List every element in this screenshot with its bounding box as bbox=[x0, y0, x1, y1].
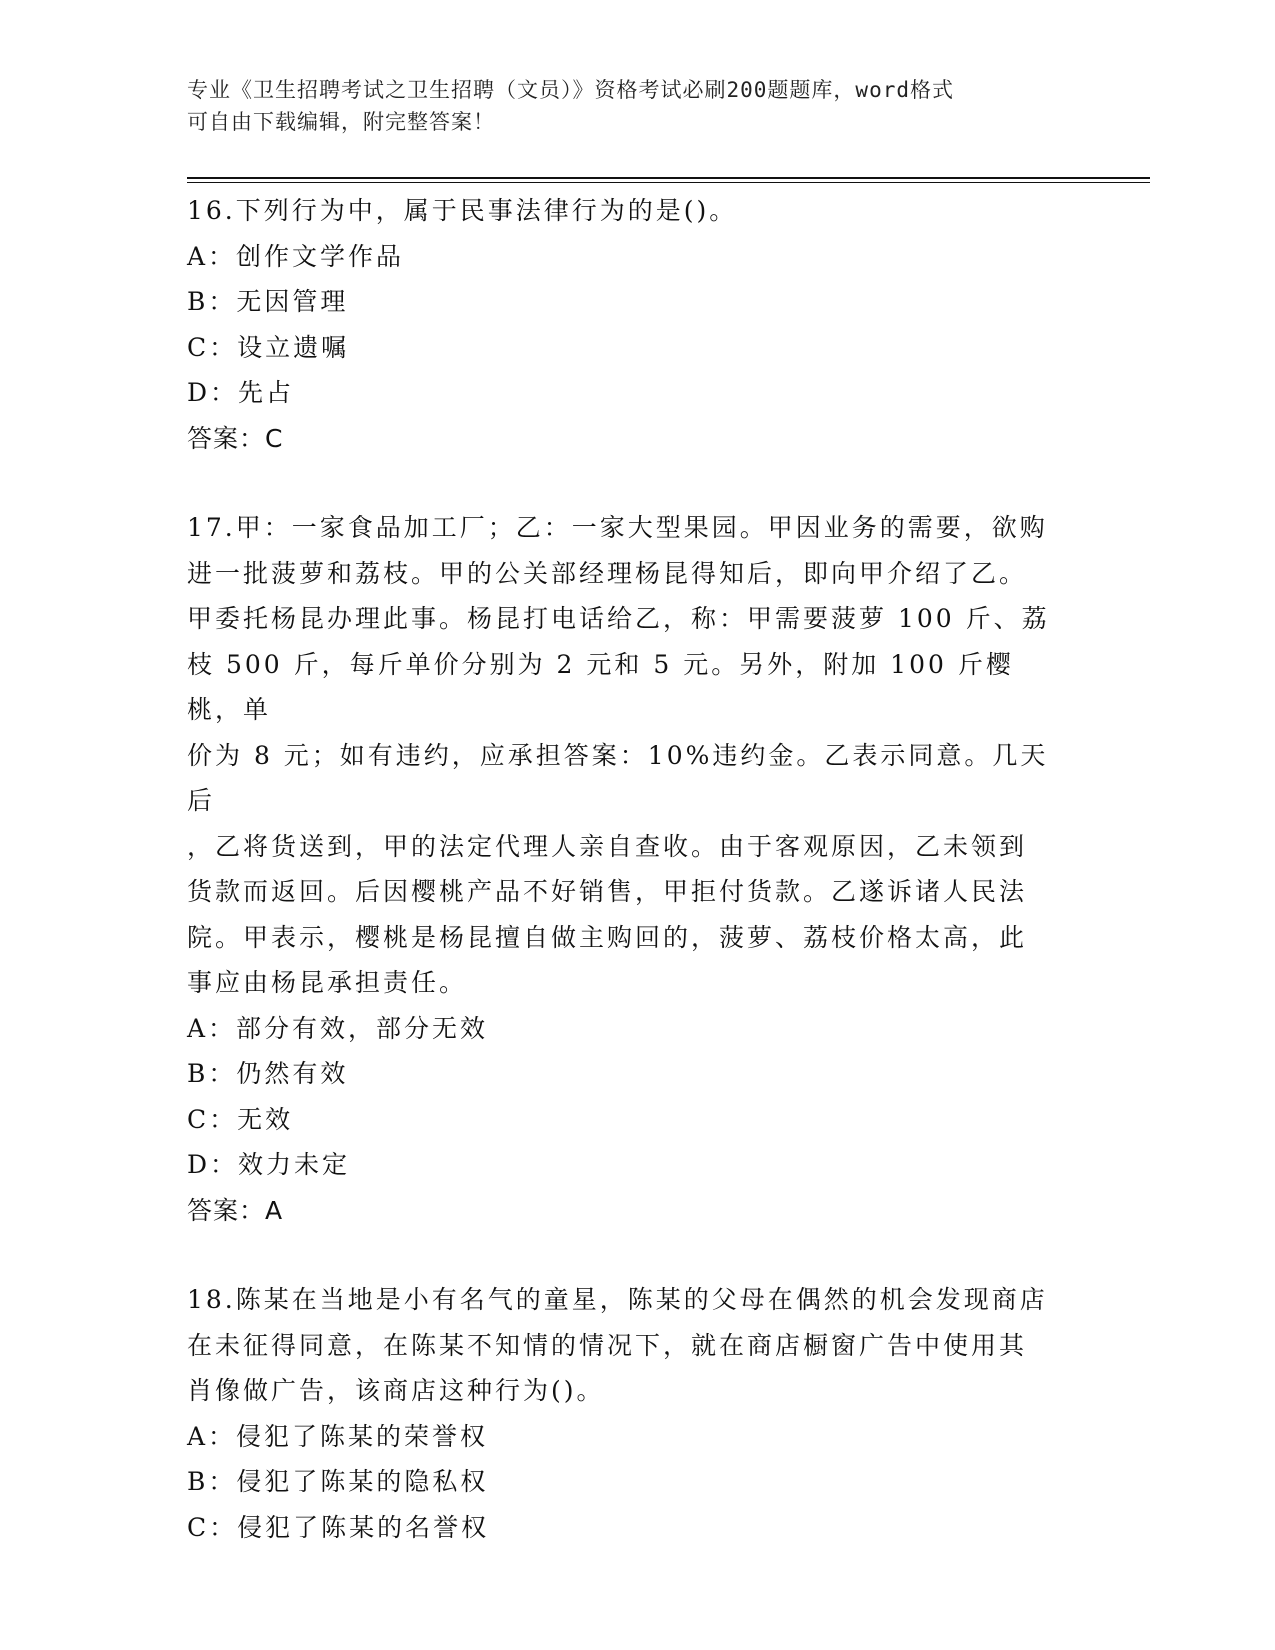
option-d: D：效力未定 bbox=[187, 1150, 351, 1179]
option-c: C：设立遗嘱 bbox=[187, 332, 350, 362]
question-stem-line: 货款而返回。后因樱桃产品不好销售，甲拒付货款。乙遂诉诸人民法 bbox=[187, 877, 1028, 906]
question-stem-line: ，乙将货送到，甲的法定代理人亲自查收。由于客观原因，乙未领到 bbox=[187, 831, 1028, 861]
question-stem-line: 院。甲表示，樱桃是杨昆擅自做主购回的，菠萝、荔枝价格太高，此 bbox=[187, 922, 1028, 952]
option-d: D：先占 bbox=[187, 378, 295, 407]
question-stem-line: 肖像做广告，该商店这种行为()。 bbox=[187, 1376, 605, 1405]
option-a: A：创作文学作品 bbox=[187, 241, 405, 271]
answer-label: 答案：C bbox=[187, 423, 284, 453]
option-c: C：侵犯了陈某的名誉权 bbox=[187, 1512, 490, 1542]
question-stem-line: 进一批菠萝和荔枝。甲的公关部经理杨昆得知后，即向甲介绍了乙。 bbox=[187, 558, 1028, 588]
question-stem-line: 在未征得同意，在陈某不知情的情况下，就在商店橱窗广告中使用其 bbox=[187, 1330, 1028, 1360]
option-b: B：侵犯了陈某的隐私权 bbox=[187, 1467, 489, 1496]
question-stem-line: 17.甲：一家食品加工厂；乙：一家大型果园。甲因业务的需要，欲购 bbox=[187, 513, 1048, 542]
option-c: C：无效 bbox=[187, 1104, 294, 1134]
question-stem-line: 甲委托杨昆办理此事。杨昆打电话给乙，称：甲需要菠萝 100 斤、荔 bbox=[187, 604, 1050, 633]
question-17 bbox=[187, 505, 1067, 1233]
question-16 bbox=[187, 188, 1067, 461]
question-stem-line: 18.陈某在当地是小有名气的童星，陈某的父母在偶然的机会发现商店 bbox=[187, 1285, 1048, 1314]
answer-label: 答案：A bbox=[187, 1195, 284, 1225]
option-a: A：侵犯了陈某的荣誉权 bbox=[187, 1421, 489, 1451]
question-18 bbox=[187, 1277, 1067, 1550]
header-divider-thin bbox=[187, 182, 1150, 183]
option-a: A：部分有效，部分无效 bbox=[187, 1013, 489, 1043]
question-stem: 16.下列行为中，属于民事法律行为的是()。 bbox=[187, 196, 738, 225]
question-list bbox=[187, 188, 1067, 1594]
header-divider-thick bbox=[187, 177, 1150, 179]
question-stem-line: 枝 500 斤，每斤单价分别为 2 元和 5 元。另外，附加 100 斤樱桃，单 bbox=[187, 649, 1014, 724]
option-b: B：仍然有效 bbox=[187, 1059, 349, 1088]
question-stem-line: 价为 8 元；如有违约，应承担答案：10%违约金。乙表示同意。几天后 bbox=[187, 740, 1049, 815]
document-header bbox=[187, 74, 1077, 138]
header-line-2: 可自由下载编辑，附完整答案！ bbox=[187, 110, 495, 134]
option-b: B：无因管理 bbox=[187, 287, 349, 316]
header-line-1: 专业《卫生招聘考试之卫生招聘（文员）》资格考试必刷200题题库，word格式 bbox=[187, 78, 954, 102]
question-stem-line: 事应由杨昆承担责任。 bbox=[187, 968, 468, 997]
